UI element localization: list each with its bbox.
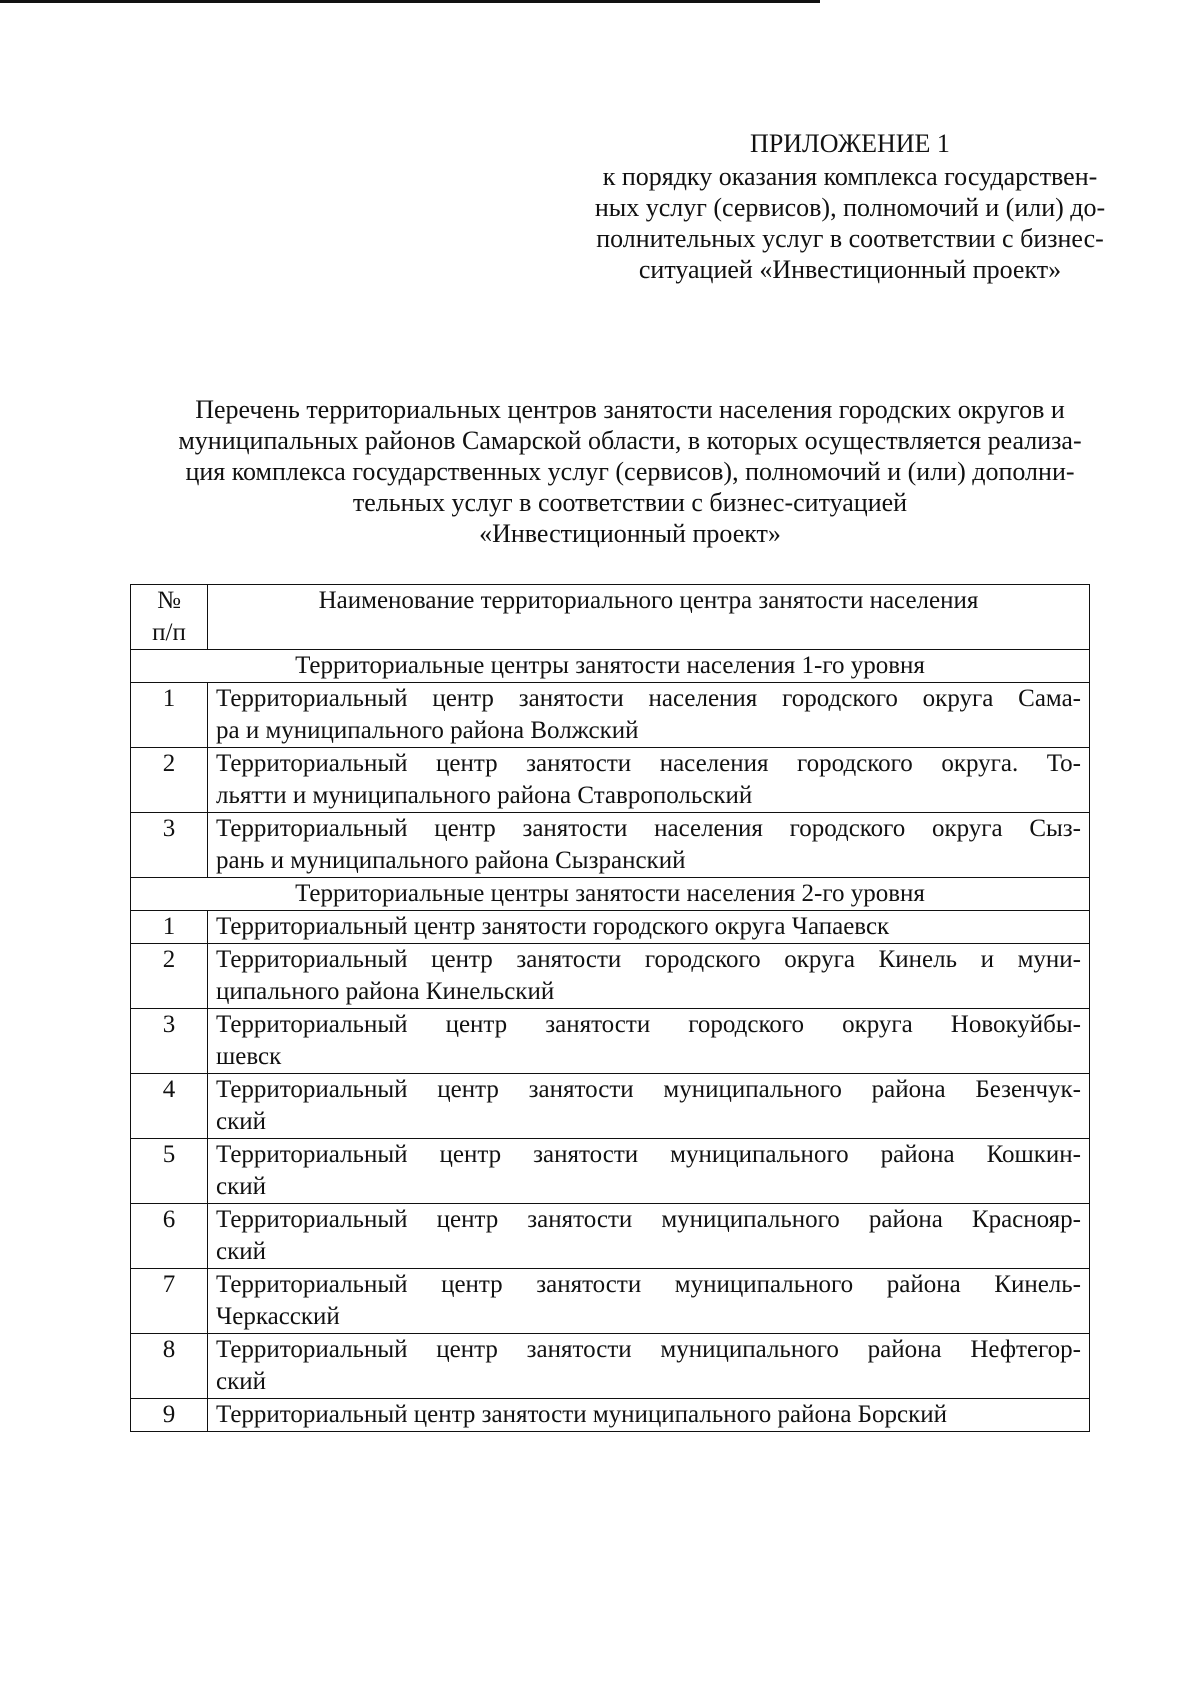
appendix-block bbox=[570, 128, 1130, 285]
row-number: 2 bbox=[131, 748, 208, 813]
top-scan-rule bbox=[0, 0, 820, 3]
table-row bbox=[131, 813, 1090, 878]
center-name-line: рань и муниципального района Сызранский bbox=[216, 847, 686, 874]
level-heading-row bbox=[131, 878, 1090, 911]
table-row bbox=[131, 1399, 1090, 1432]
center-name-line: ра и муниципального района Волжский bbox=[216, 717, 639, 744]
row-number: 9 bbox=[131, 1399, 208, 1432]
document-title-line: «Инвестиционный проект» bbox=[479, 519, 781, 548]
centers-table bbox=[130, 584, 1090, 1432]
center-name-line: Территориальный центр занятости муниципального района Краснояр- bbox=[216, 1206, 1081, 1233]
center-name bbox=[208, 748, 1090, 813]
center-name bbox=[208, 1269, 1090, 1334]
appendix-title: ПРИЛОЖЕНИЕ 1 bbox=[750, 129, 950, 158]
header-num-cell bbox=[131, 585, 208, 650]
center-name bbox=[208, 1204, 1090, 1269]
center-name bbox=[208, 1009, 1090, 1074]
center-name bbox=[208, 1399, 1090, 1432]
center-name bbox=[208, 911, 1090, 944]
center-name-line: Территориальный центр занятости муниципального района Кошкин- bbox=[216, 1141, 1081, 1168]
center-name-line: Территориальный центр занятости населения городского округа Сыз- bbox=[216, 815, 1081, 842]
row-number: 5 bbox=[131, 1139, 208, 1204]
center-name-line: шевск bbox=[216, 1043, 282, 1070]
level-heading: Территориальные центры занятости населения 1-го уровня bbox=[131, 650, 1090, 683]
row-number: 3 bbox=[131, 813, 208, 878]
center-name-line: Территориальный центр занятости городского округа Чапаевск bbox=[216, 913, 890, 940]
appendix-line: к порядку оказания комплекса государствен- bbox=[602, 162, 1098, 191]
document-title-line: Перечень территориальных центров занятости населения городских округов и bbox=[195, 395, 1065, 424]
header-name-cell: Наименование территориального центра занятости населения bbox=[208, 585, 1090, 650]
center-name bbox=[208, 1074, 1090, 1139]
center-name bbox=[208, 813, 1090, 878]
document-title bbox=[140, 394, 1120, 549]
header-num-abbr: п/п bbox=[152, 619, 186, 646]
center-name-line: Территориальный центр занятости муниципального района Кинель- bbox=[216, 1271, 1081, 1298]
table-row bbox=[131, 683, 1090, 748]
center-name-line: ский bbox=[216, 1173, 266, 1200]
center-name-line: ский bbox=[216, 1108, 266, 1135]
table-row bbox=[131, 1204, 1090, 1269]
table-row bbox=[131, 944, 1090, 1009]
center-name-line: Территориальный центр занятости муниципального района Нефтегор- bbox=[216, 1336, 1081, 1363]
center-name bbox=[208, 1139, 1090, 1204]
table-row bbox=[131, 1074, 1090, 1139]
appendix-line: ситуацией «Инвестиционный проект» bbox=[638, 255, 1062, 284]
document-title-line: муниципальных районов Самарской области, в которых осуществляется реализа- bbox=[178, 426, 1082, 455]
table-header-row bbox=[131, 585, 1090, 650]
center-name-line: Территориальный центр занятости населения городского округа. То- bbox=[216, 750, 1081, 777]
level-heading: Территориальные центры занятости населения 2-го уровня bbox=[131, 878, 1090, 911]
center-name-line: Территориальный центр занятости муниципального района Борский bbox=[216, 1401, 948, 1428]
center-name bbox=[208, 1334, 1090, 1399]
appendix-line: ных услуг (сервисов), полномочий и (или) до- bbox=[594, 193, 1106, 222]
center-name-line: льятти и муниципального района Ставропольский bbox=[216, 782, 753, 809]
header-num-symbol: № bbox=[157, 587, 181, 614]
table-row bbox=[131, 1009, 1090, 1074]
document-title-line: тельных услуг в соответствии с бизнес-ситуацией bbox=[352, 488, 908, 517]
row-number: 4 bbox=[131, 1074, 208, 1139]
level-heading-row bbox=[131, 650, 1090, 683]
row-number: 2 bbox=[131, 944, 208, 1009]
table-row bbox=[131, 748, 1090, 813]
center-name-line: Территориальный центр занятости городского округа Кинель и муни- bbox=[216, 946, 1081, 973]
document-title-line: ция комплекса государственных услуг (сервисов), полномочий и (или) дополни- bbox=[185, 457, 1075, 486]
center-name-line: ский bbox=[216, 1238, 266, 1265]
table-body bbox=[131, 650, 1090, 1432]
center-name-line: Черкасский bbox=[216, 1303, 340, 1330]
row-number: 3 bbox=[131, 1009, 208, 1074]
table-row bbox=[131, 1139, 1090, 1204]
center-name-line: ципального района Кинельский bbox=[216, 978, 555, 1005]
center-name bbox=[208, 683, 1090, 748]
table-row bbox=[131, 1334, 1090, 1399]
center-name-line: Территориальный центр занятости городского округа Новокуйбы- bbox=[216, 1011, 1081, 1038]
center-name-line: Территориальный центр занятости населения городского округа Сама- bbox=[216, 685, 1081, 712]
center-name bbox=[208, 944, 1090, 1009]
row-number: 1 bbox=[131, 683, 208, 748]
row-number: 1 bbox=[131, 911, 208, 944]
table-row bbox=[131, 1269, 1090, 1334]
center-name-line: Территориальный центр занятости муниципального района Безенчук- bbox=[216, 1076, 1081, 1103]
row-number: 8 bbox=[131, 1334, 208, 1399]
row-number: 6 bbox=[131, 1204, 208, 1269]
appendix-line: полнительных услуг в соответствии с бизнес- bbox=[596, 224, 1104, 253]
center-name-line: ский bbox=[216, 1368, 266, 1395]
table-row bbox=[131, 911, 1090, 944]
row-number: 7 bbox=[131, 1269, 208, 1334]
